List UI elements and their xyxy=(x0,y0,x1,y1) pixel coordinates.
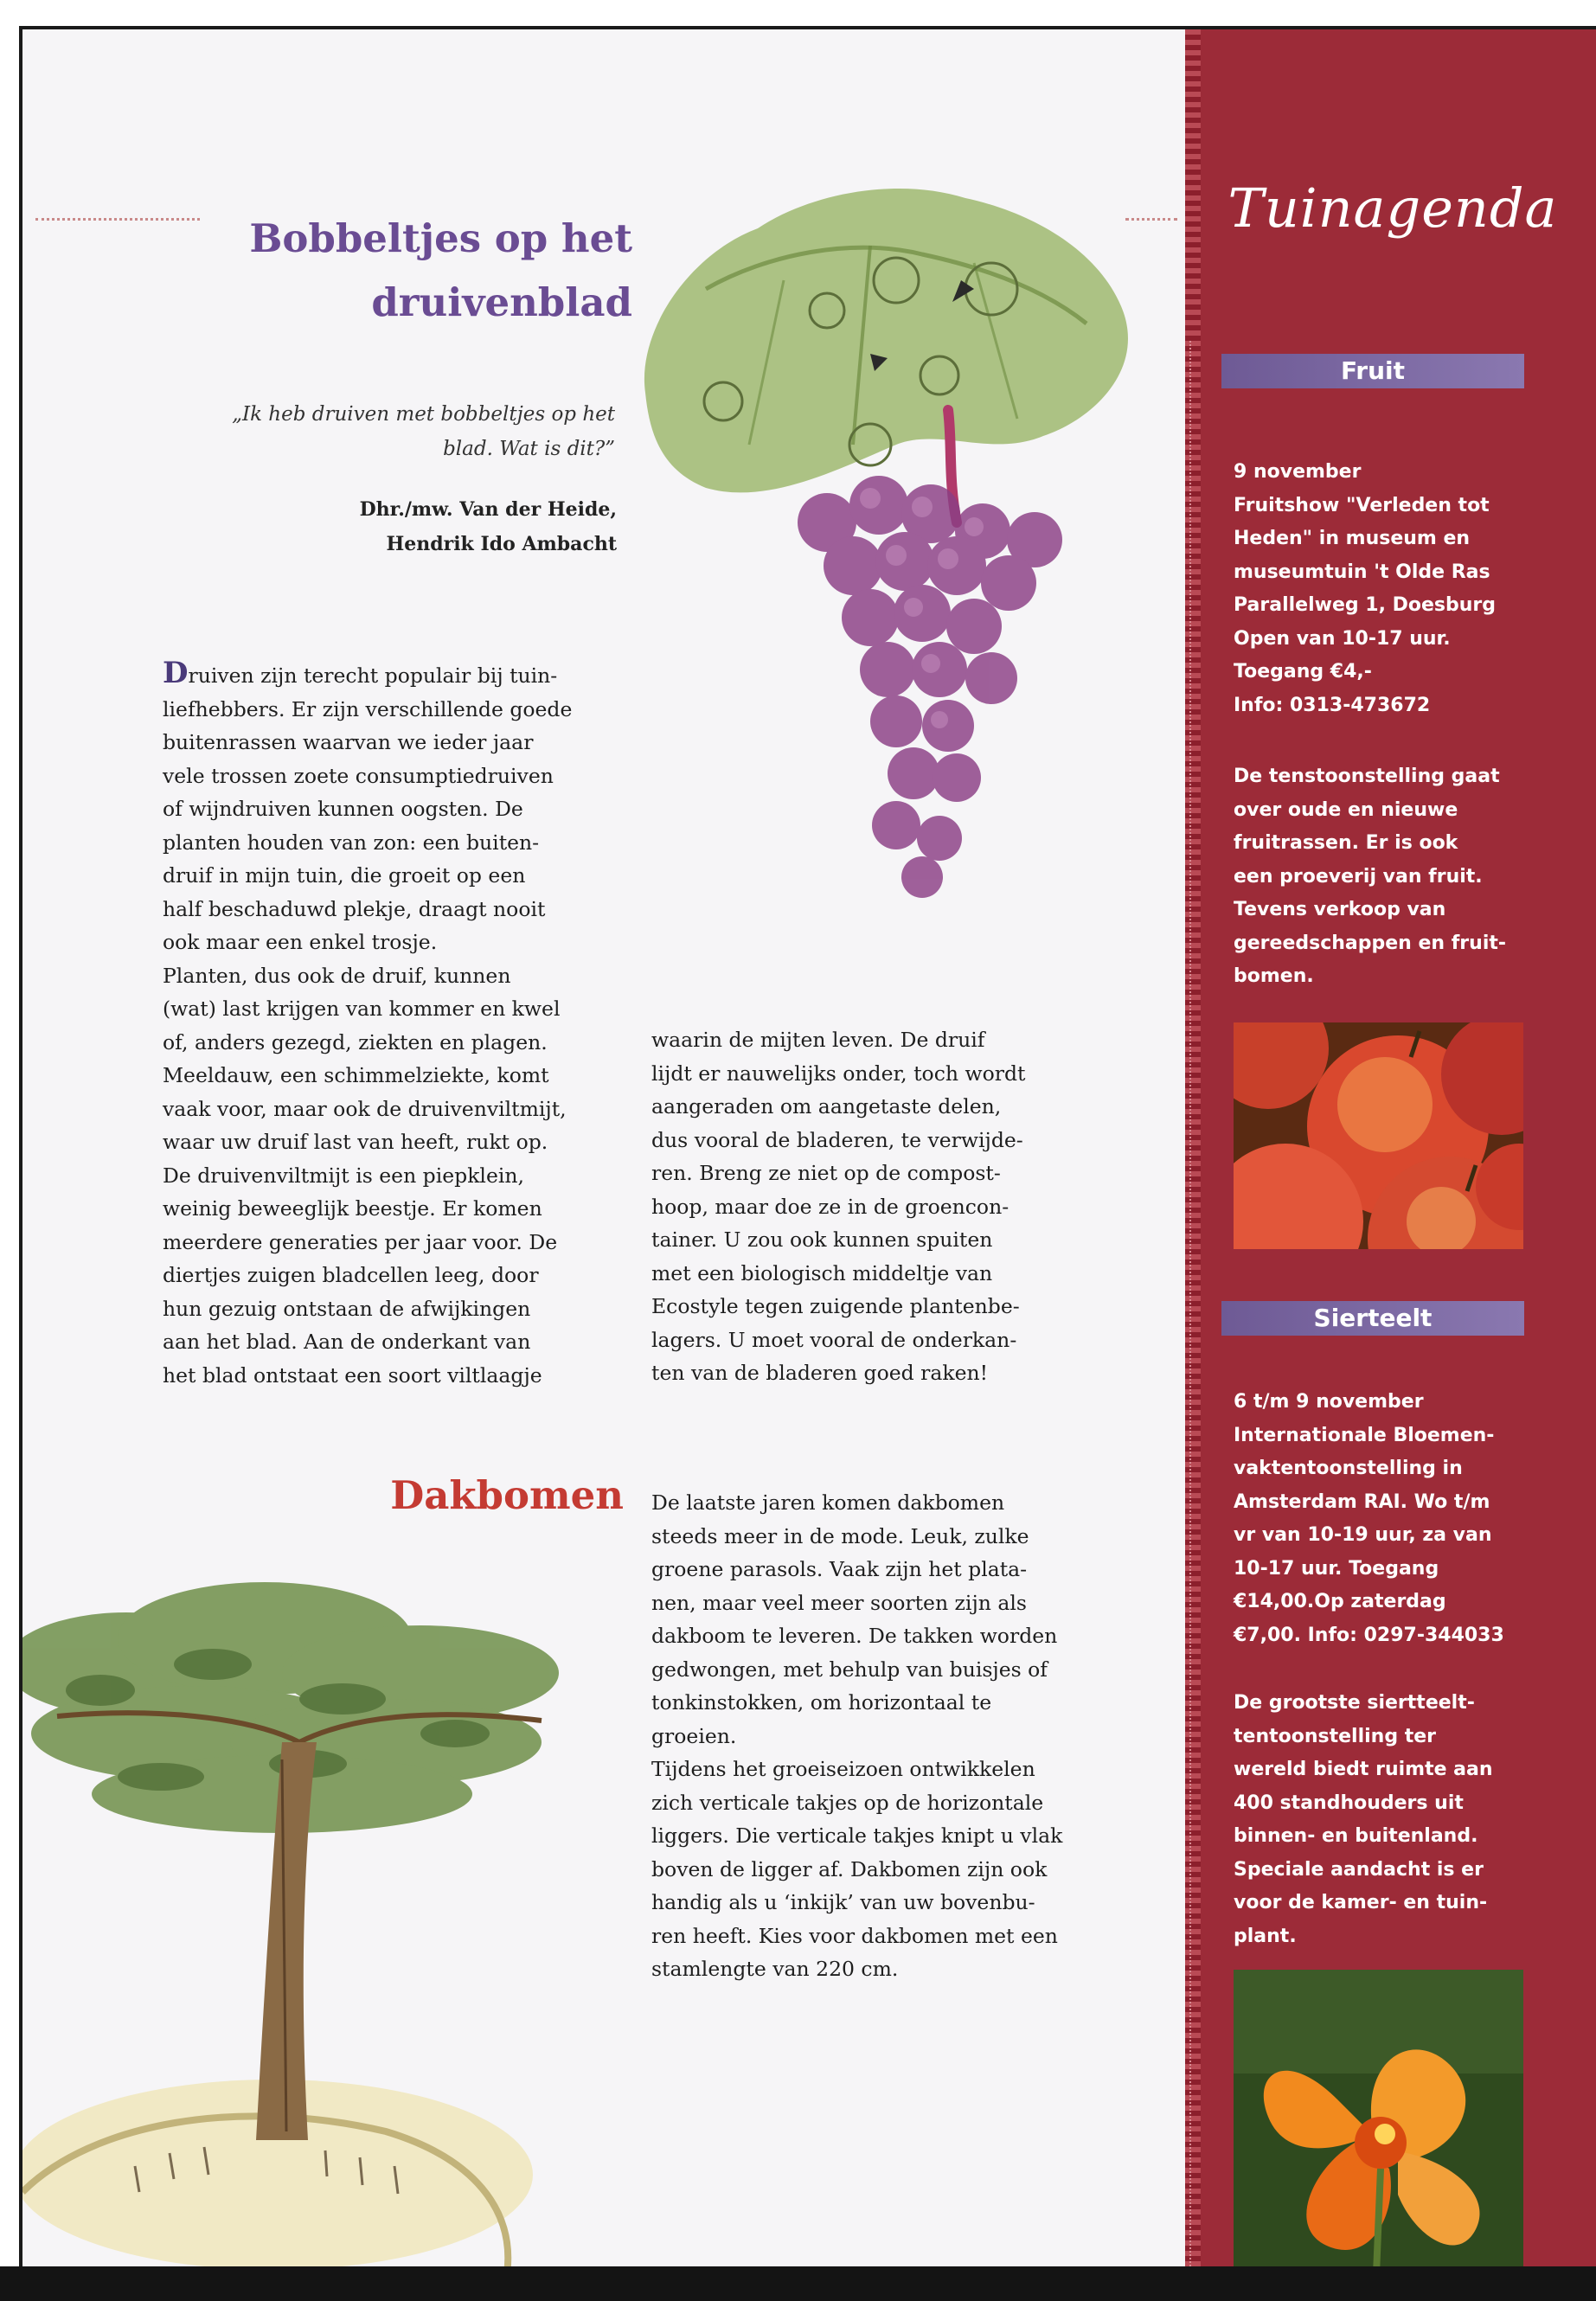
text-line: planten houden van zon: een buiten- xyxy=(163,830,540,855)
text-line: 9 november xyxy=(1234,461,1362,483)
text-line: Planten, dus ook de druif, kunnen xyxy=(163,963,511,988)
text-line: Toegang €4,- xyxy=(1234,661,1372,683)
text-line: liggers. Die verticale takjes knipt u vlak xyxy=(651,1823,1063,1848)
text-line: hoop, maar doe ze in de groencon- xyxy=(651,1194,1010,1219)
text-line: 400 standhouders uit xyxy=(1234,1791,1464,1814)
drop-cap: D xyxy=(163,656,189,690)
sierteelt-section-bar: Sierteelt xyxy=(1221,1301,1524,1336)
text-line: vele trossen zoete consumptiedruiven xyxy=(163,763,554,788)
text-line: museumtuin 't Olde Ras xyxy=(1234,561,1490,583)
text-line: of, anders gezegd, ziekten en plagen. xyxy=(163,1029,548,1054)
article-column-1 xyxy=(163,657,630,1392)
text-line xyxy=(163,657,630,693)
text-line: Speciale aandacht is er xyxy=(1234,1858,1484,1881)
text-line: aangeraden om aangetaste delen, xyxy=(651,1094,1002,1118)
text-line: groene parasols. Vaak zijn het plata- xyxy=(651,1557,1028,1581)
text-line: waar uw druif last van heeft, rukt op. xyxy=(163,1130,548,1154)
grape-illustration xyxy=(611,159,1164,938)
text-line: Info: 0313-473672 xyxy=(1234,694,1431,716)
text-line: (wat) last krijgen van kommer en kwel xyxy=(163,997,561,1021)
fruit-section-bar: Fruit xyxy=(1221,354,1524,388)
magazine-page xyxy=(19,26,1596,2274)
fruit-description xyxy=(1234,760,1580,994)
text-line: diertjes zuigen bladcellen leeg, door xyxy=(163,1263,539,1287)
text-line: steeds meer in de mode. Leuk, zulke xyxy=(651,1523,1029,1548)
text-line: Ecostyle tegen zuigende plantenbe- xyxy=(651,1294,1020,1318)
page-bottom-edge xyxy=(0,2266,1596,2301)
text-line: ren. Breng ze niet op de compost- xyxy=(651,1161,1001,1185)
reader-question xyxy=(152,397,615,466)
text-line: tentoonstelling ter xyxy=(1234,1725,1437,1747)
apples-photo xyxy=(1234,1022,1523,1249)
sierteelt-description xyxy=(1234,1687,1580,1953)
dakbomen-title: Dakbomen xyxy=(390,1472,624,1518)
text-line: bomen. xyxy=(1234,965,1314,987)
text-line: een proeverij van fruit. xyxy=(1234,865,1483,888)
text-line: nen, maar veel meer soorten zijn als xyxy=(651,1590,1027,1615)
title-rule-right xyxy=(1125,218,1177,221)
text-line: meerdere generaties per jaar voor. De xyxy=(163,1229,558,1254)
text-line: liefhebbers. Er zijn verschillende goede xyxy=(163,696,573,721)
text-line: boven de ligger af. Dakbomen zijn ook xyxy=(651,1856,1048,1881)
question-author xyxy=(195,492,617,561)
text-line: ook maar een enkel trosje. xyxy=(163,930,438,954)
canna-flower-photo xyxy=(1234,1970,1523,2274)
text-line: De laatste jaren komen dakbomen xyxy=(651,1490,1005,1515)
text-line: ten van de bladeren goed raken! xyxy=(651,1361,989,1385)
text-line: Internationale Bloemen- xyxy=(1234,1424,1495,1446)
text-line: groeien. xyxy=(651,1723,737,1748)
text-line: het blad ontstaat een soort viltlaagje xyxy=(163,1362,542,1388)
text-line: €7,00. Info: 0297-344033 xyxy=(1234,1624,1504,1646)
text-line: binnen- en buitenland. xyxy=(1234,1825,1478,1847)
text-line: buitenrassen waarvan we ieder jaar xyxy=(163,730,534,754)
text-line: tainer. U zou ook kunnen spuiten xyxy=(651,1227,993,1252)
text-line: lijdt er nauwelijks onder, toch wordt xyxy=(651,1061,1026,1086)
text-line: Tevens verkoop van xyxy=(1234,899,1446,920)
text-line: handig als u ‘inkijk’ van uw bovenbu- xyxy=(651,1890,1035,1914)
text-line: gereedschappen en fruit- xyxy=(1234,932,1507,954)
sierteelt-event xyxy=(1234,1386,1580,1652)
text-line: dakboom te leveren. De takken worden xyxy=(651,1624,1058,1648)
text-line: De tenstoonstelling gaat xyxy=(1234,766,1500,787)
text-line: zich verticale takjes op de horizontale xyxy=(651,1790,1044,1815)
text-line: Tijdens het groeiseizoen ontwikkelen xyxy=(651,1757,1035,1781)
tree-illustration xyxy=(22,1569,611,2274)
text-line: Meeldauw, een schimmelziekte, komt xyxy=(163,1063,549,1087)
text-line: tonkinstokken, om horizontaal te xyxy=(651,1690,992,1715)
text-line: 6 t/m 9 november xyxy=(1234,1391,1424,1413)
sidebar-heading: Tuinagenda xyxy=(1227,176,1558,240)
text-line: vaak voor, maar ook de druivenviltmijt, xyxy=(163,1096,567,1121)
text-line: voor de kamer- en tuin- xyxy=(1234,1892,1488,1913)
text-line: of wijndruiven kunnen oogsten. De xyxy=(163,797,523,821)
text-line: lagers. U moet vooral de onderkan- xyxy=(651,1327,1017,1352)
text-line: druif in mijn tuin, die groeit op een xyxy=(163,863,526,888)
text-span: ruiven zijn terecht populair bij tuin- xyxy=(188,663,558,688)
text-line: Amsterdam RAI. Wo t/m xyxy=(1234,1490,1490,1513)
author-line: Dhr./mw. Van der Heide, xyxy=(359,498,617,521)
text-line: met een biologisch middeltje van xyxy=(651,1260,993,1285)
sidebar-dotted-line xyxy=(1189,341,1191,2270)
text-line: Parallelweg 1, Doesburg xyxy=(1234,594,1496,616)
text-line: hun gezuig ontstaan de afwijkingen xyxy=(163,1296,531,1321)
title-rule-left xyxy=(35,218,200,221)
text-line: plant. xyxy=(1234,1925,1297,1947)
text-line: vr van 10-19 uur, za van xyxy=(1234,1524,1492,1546)
quote-line: blad. Wat is dit?” xyxy=(443,438,615,460)
text-line: vaktentoonstelling in xyxy=(1234,1458,1463,1479)
text-line: waarin de mijten leven. De druif xyxy=(651,1028,985,1052)
title-line-1: Bobbeltjes op het xyxy=(249,215,632,261)
text-line: aan het blad. Aan de onderkant van xyxy=(163,1330,531,1354)
fruit-event xyxy=(1234,456,1580,722)
text-line: De druivenviltmijt is een piepklein, xyxy=(163,1163,524,1188)
text-line: half beschaduwd plekje, draagt nooit xyxy=(163,896,546,921)
author-line: Hendrik Ido Ambacht xyxy=(386,533,617,555)
text-line: gedwongen, met behulp van buisjes of xyxy=(651,1657,1048,1682)
article-title xyxy=(221,207,632,335)
text-line: Open van 10-17 uur. xyxy=(1234,627,1451,650)
dakbomen-column xyxy=(651,1486,1131,1986)
text-line: Heden" in museum en xyxy=(1234,528,1471,549)
text-line: Fruitshow "Verleden tot xyxy=(1234,494,1490,516)
text-line: €14,00.Op zaterdag xyxy=(1234,1591,1446,1612)
text-line: stamlengte van 220 cm. xyxy=(651,1957,899,1981)
tuinagenda-sidebar xyxy=(1185,29,1596,2274)
text-line: dus vooral de bladeren, te verwijde- xyxy=(651,1127,1023,1152)
text-line: 10-17 uur. Toegang xyxy=(1234,1557,1439,1580)
sidebar-torn-edge xyxy=(1185,29,1201,2274)
text-line: weinig beweeglijk beestje. Er komen xyxy=(163,1196,542,1221)
text-line: ren heeft. Kies voor dakbomen met een xyxy=(651,1923,1058,1948)
text-line: wereld biedt ruimte aan xyxy=(1234,1759,1493,1780)
text-line: fruitrassen. Er is ook xyxy=(1234,832,1458,854)
title-line-2: druivenblad xyxy=(371,279,632,325)
text-line: De grootste siertteelt- xyxy=(1234,1692,1475,1714)
text-line: over oude en nieuwe xyxy=(1234,798,1458,821)
article-column-2 xyxy=(651,1023,1131,1390)
quote-line: „Ik heb druiven met bobbeltjes op het xyxy=(232,403,615,426)
